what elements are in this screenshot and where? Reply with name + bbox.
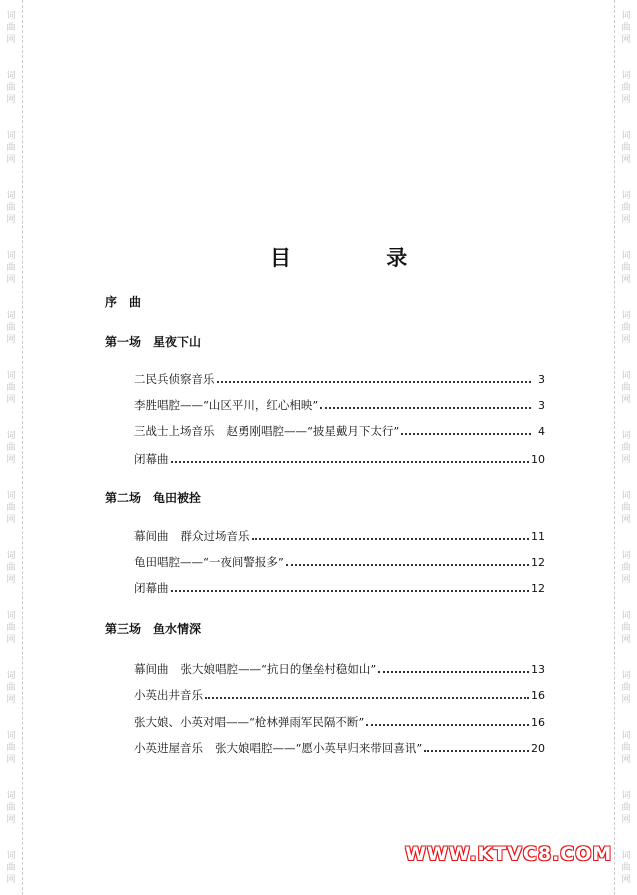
watermark-left-5 [4,310,18,346]
toc-entry-title [134,528,250,544]
toc-entry-title [134,580,169,596]
watermark-char: 曲 [6,623,16,633]
watermark-char: 词 [6,431,16,441]
watermark-char: 曲 [6,683,16,693]
toc-entry-title [134,554,284,570]
toc-entry-part-a: 李胜唱腔——“山区平川，红心相映” [134,398,319,412]
watermark-char: 词 [621,371,631,381]
watermark-char: 网 [621,275,631,285]
section-scene-3 [105,620,201,637]
dot-leader [401,433,531,435]
watermark-right-10 [619,610,633,646]
watermark-left-7 [4,430,18,466]
watermark-char: 网 [6,395,16,405]
watermark-char: 曲 [621,383,631,393]
watermark-char: 网 [621,635,631,645]
watermark-char: 词 [621,131,631,141]
site-logo-watermark: WWW.KTVC8.COM [405,843,613,865]
watermark-char: 词 [621,251,631,261]
watermark-char: 曲 [6,323,16,333]
watermark-char: 网 [621,155,631,165]
watermark-char: 词 [6,251,16,261]
watermark-char: 词 [6,71,16,81]
watermark-right-3 [619,190,633,226]
watermark-char: 网 [6,815,16,825]
watermark-left-11 [4,670,18,706]
section-scene-3-label: 第三场 [105,622,142,636]
watermark-char: 网 [621,335,631,345]
watermark-char: 词 [6,491,16,501]
toc-entry-part-b: 赵勇刚唱腔——“披星戴月下太行” [226,424,400,438]
watermark-char: 词 [621,311,631,321]
watermark-char: 网 [6,695,16,705]
toc-entry-part-a: 幕间曲 [134,529,169,543]
toc-entry-part-a: 三战士上场音乐 [134,424,215,438]
watermark-right-14 [619,850,633,886]
toc-entry-title [134,661,376,677]
watermark-char: 词 [6,191,16,201]
watermark-char: 网 [6,755,16,765]
watermark-char: 网 [621,515,631,525]
toc-entry-part-a: 张大娘、小英对唱——“枪林弹雨军民隔不断” [134,715,365,729]
watermark-char: 词 [6,671,16,681]
watermark-left-4 [4,250,18,286]
watermark-char: 网 [6,155,16,165]
toc-entry [134,423,545,439]
watermark-right-8 [619,490,633,526]
dot-leader [252,538,530,540]
watermark-char: 网 [6,35,16,45]
section-prelude [105,293,153,310]
watermark-char: 曲 [6,443,16,453]
watermark-char: 网 [6,275,16,285]
toc-entry-page-number: 10 [531,453,545,466]
toc-entry-part-b: 群众过场音乐 [180,529,250,543]
watermark-char: 词 [621,851,631,861]
toc-entry [134,554,545,570]
toc-entry-page-number: 16 [531,716,545,729]
watermark-right-9 [619,550,633,586]
toc-entry-part-b: 张大娘唱腔——“抗日的堡垒村稳如山” [180,662,377,676]
section-scene-1-name: 星夜下山 [153,335,202,349]
watermark-char: 曲 [621,683,631,693]
watermark-char: 词 [621,11,631,21]
watermark-char: 词 [621,491,631,501]
watermark-char: 曲 [6,83,16,93]
page-title: 目 录 [270,246,452,271]
dot-leader [205,697,529,699]
watermark-char: 词 [621,791,631,801]
watermark-char: 词 [6,851,16,861]
watermark-char: 网 [6,215,16,225]
watermark-left-0 [4,10,18,46]
section-scene-2-label: 第二场 [105,491,142,505]
watermark-right-6 [619,370,633,406]
toc-entry-part-a: 幕间曲 [134,662,169,676]
watermark-char: 曲 [621,563,631,573]
watermark-char: 词 [6,131,16,141]
watermark-char: 曲 [621,863,631,873]
watermark-char: 网 [6,455,16,465]
toc-entry-part-a: 二民兵侦察音乐 [134,372,215,386]
toc-entry-part-a: 小英出井音乐 [134,688,203,702]
watermark-char: 网 [621,35,631,45]
dot-leader [217,381,532,383]
watermark-left-1 [4,70,18,106]
watermark-char: 曲 [6,203,16,213]
watermark-char: 网 [621,215,631,225]
watermark-char: 曲 [621,83,631,93]
watermark-char: 曲 [621,23,631,33]
watermark-left-3 [4,190,18,226]
watermark-char: 曲 [6,143,16,153]
watermark-char: 网 [621,815,631,825]
watermark-char: 词 [6,551,16,561]
watermark-left-10 [4,610,18,646]
watermark-char: 网 [621,395,631,405]
toc-entry [134,740,545,756]
watermark-char: 网 [6,95,16,105]
watermark-right-2 [619,130,633,166]
toc-entry-page-number: 12 [531,582,545,595]
toc-entry [134,528,545,544]
dot-leader [378,671,529,673]
watermark-char: 词 [6,11,16,21]
watermark-char: 词 [621,191,631,201]
watermark-char: 网 [621,695,631,705]
watermark-char: 词 [6,731,16,741]
watermark-char: 词 [6,611,16,621]
watermark-char: 曲 [6,503,16,513]
toc-entry-part-a: 小英进屋音乐 [134,741,203,755]
watermark-char: 曲 [621,803,631,813]
watermark-char: 网 [621,455,631,465]
toc-entry-title [134,714,364,730]
watermark-char: 网 [6,515,16,525]
watermark-char: 网 [621,95,631,105]
toc-entry-page-number: 11 [531,530,545,543]
watermark-char: 词 [6,791,16,801]
watermark-char: 词 [6,311,16,321]
watermark-left-13 [4,790,18,826]
watermark-char: 网 [6,635,16,645]
toc-entry-page-number: 12 [531,556,545,569]
toc-entry [134,580,545,596]
section-prelude-name: 序曲 [105,295,154,309]
toc-entry-page-number: 13 [531,663,545,676]
watermark-char: 曲 [621,323,631,333]
watermark-char: 曲 [621,743,631,753]
watermark-char: 曲 [6,23,16,33]
toc-entry-part-a: 龟田唱腔——“一夜间警报多” [134,555,284,569]
dot-leader [366,724,529,726]
watermark-char: 网 [621,755,631,765]
toc-entry [134,397,545,413]
watermark-right-13 [619,790,633,826]
watermark-left-14 [4,850,18,886]
watermark-char: 词 [621,551,631,561]
toc-entry [134,661,545,677]
watermark-char: 词 [621,731,631,741]
toc-entry-title [134,740,422,756]
toc-entry-page-number: 16 [531,689,545,702]
toc-entry [134,451,545,467]
dot-leader [171,590,530,592]
watermark-char: 网 [6,335,16,345]
watermark-char: 曲 [6,863,16,873]
watermark-char: 词 [621,71,631,81]
watermark-left-8 [4,490,18,526]
watermark-char: 网 [6,575,16,585]
watermark-char: 曲 [621,203,631,213]
toc-entry-title [134,687,203,703]
toc-entry-page-number: 4 [538,425,545,438]
watermark-char: 曲 [621,623,631,633]
toc-entry [134,687,545,703]
watermark-char: 词 [6,371,16,381]
dot-leader [320,407,531,409]
toc-entry-title [134,397,318,413]
watermark-right-7 [619,430,633,466]
section-scene-1 [105,333,201,350]
watermark-char: 网 [621,575,631,585]
toc-entry-part-a: 闭幕曲 [134,452,169,466]
watermark-left-9 [4,550,18,586]
watermark-char: 曲 [621,263,631,273]
section-scene-2 [105,489,201,506]
toc-entry-title [134,423,399,439]
watermark-char: 曲 [621,503,631,513]
watermark-right-1 [619,70,633,106]
watermark-char: 曲 [621,443,631,453]
watermark-char: 网 [6,875,16,885]
toc-entry-title [134,451,169,467]
toc-entry-page-number: 3 [538,373,545,386]
watermark-right-4 [619,250,633,286]
watermark-right-0 [619,10,633,46]
watermark-char: 曲 [6,563,16,573]
watermark-char: 曲 [621,143,631,153]
toc-entry [134,714,545,730]
toc-entry-part-b: 张大娘唱腔——“愿小英早归来带回喜讯” [215,741,423,755]
toc-entry-page-number: 3 [538,399,545,412]
toc-entry-part-a: 闭幕曲 [134,581,169,595]
watermark-left-6 [4,370,18,406]
section-scene-3-name: 鱼水情深 [153,622,202,636]
watermark-char: 网 [621,875,631,885]
toc-entry-title [134,371,215,387]
watermark-right-12 [619,730,633,766]
watermark-char: 曲 [6,263,16,273]
watermark-left-2 [4,130,18,166]
dot-leader [286,564,529,566]
section-scene-2-name: 龟田被拴 [153,491,202,505]
watermark-char: 词 [621,611,631,621]
watermark-char: 曲 [6,743,16,753]
watermark-char: 词 [621,671,631,681]
watermark-right-11 [619,670,633,706]
toc-entry-page-number: 20 [531,742,545,755]
toc-entry [134,371,545,387]
dot-leader [424,750,529,752]
watermark-char: 词 [621,431,631,441]
watermark-right-5 [619,310,633,346]
section-scene-1-label: 第一场 [105,335,142,349]
watermark-left-12 [4,730,18,766]
watermark-char: 曲 [6,383,16,393]
dot-leader [171,461,530,463]
watermark-char: 曲 [6,803,16,813]
